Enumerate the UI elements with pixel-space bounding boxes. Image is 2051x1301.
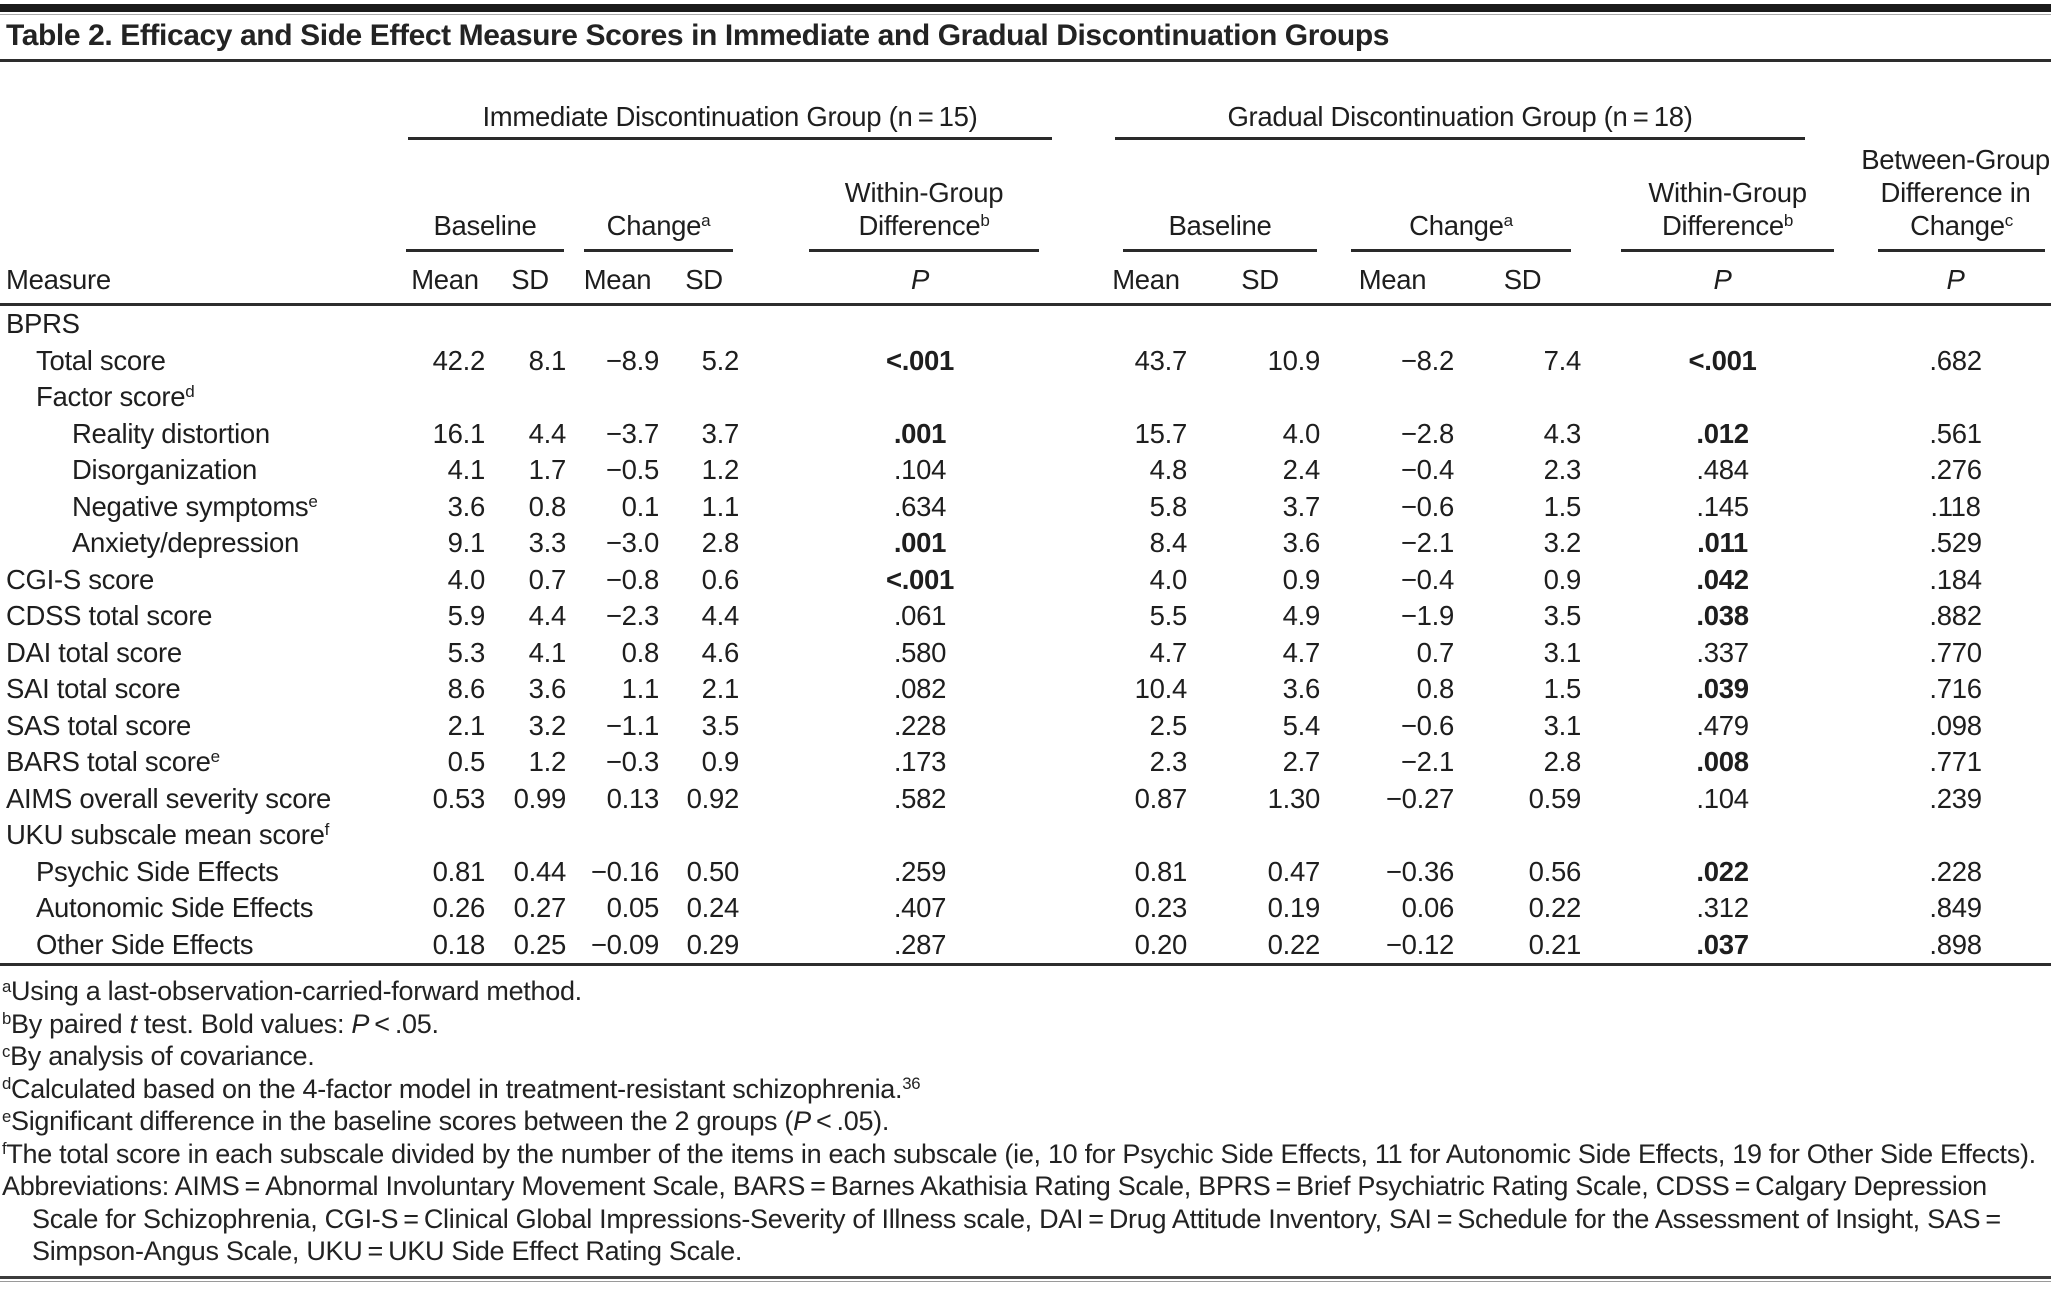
cell-gdg-change-mean	[1325, 379, 1460, 416]
cell-gdg-change-sd	[1460, 305, 1585, 343]
cell-gdg-baseline-mean	[1097, 305, 1195, 343]
cell-gdg-baseline-sd: 4.9	[1282, 600, 1320, 631]
cell-between-p: .771	[1929, 746, 1982, 777]
cell-idg-change-sd	[665, 305, 743, 343]
cell-idg-baseline-sd	[490, 305, 570, 343]
page	[0, 4, 2051, 1301]
cell-idg-change-mean	[570, 379, 665, 416]
cell-gdg-baseline-sd: 3.6	[1282, 527, 1320, 558]
cell-idg-change-mean: 0.8	[621, 636, 659, 668]
cell-gdg-baseline-mean: 15.7	[1134, 417, 1187, 449]
cell-idg-change-mean: −2.3	[605, 600, 659, 631]
cell-between-p: .118	[1930, 490, 1981, 522]
cell-idg-baseline-sd: 8.1	[528, 344, 566, 376]
between-group-header	[1860, 62, 2051, 252]
cell-idg-p: .104	[893, 454, 947, 485]
measure-cell: Anxiety/depression	[72, 527, 299, 558]
gradual-group-header	[1097, 62, 1860, 140]
cell-gdg-baseline-sd: 3.6	[1282, 673, 1320, 704]
cell-idg-p: .001	[893, 527, 947, 558]
idg-within-group-header: Within-Group Difference$^b$	[743, 140, 1097, 252]
cell-idg-p: .259	[893, 855, 947, 887]
measure-cell: Factor score$^d$	[36, 381, 195, 412]
cell-idg-change-mean: −1.1	[605, 709, 659, 741]
cell-gdg-baseline-mean	[1097, 817, 1195, 854]
cell-idg-p: .001	[893, 417, 947, 449]
table-row	[0, 671, 2051, 708]
cell-gdg-change-mean: 0.06	[1401, 892, 1454, 923]
cell-between-p: .184	[1929, 563, 1982, 595]
cell-gdg-baseline-mean: 0.23	[1134, 892, 1187, 923]
cell-gdg-baseline-mean: 8.4	[1149, 527, 1187, 558]
cell-gdg-change-sd: 7.4	[1543, 344, 1581, 376]
cell-gdg-baseline-sd: 0.19	[1267, 892, 1320, 923]
cell-idg-baseline-mean: 0.53	[432, 782, 485, 814]
cell-idg-baseline-sd: 0.7	[528, 563, 566, 595]
cell-between-p: .098	[1929, 709, 1982, 741]
cell-idg-baseline-mean: 0.18	[432, 928, 485, 960]
measure-cell: SAS total score	[6, 709, 192, 741]
table-row	[0, 416, 2051, 453]
cell-idg-baseline-sd: 3.2	[528, 709, 566, 741]
cell-gdg-p	[1585, 305, 1860, 343]
measure-cell: UKU subscale mean score$^f$	[6, 819, 330, 850]
cell-idg-baseline-mean: 42.2	[432, 344, 485, 376]
cell-between-p: .882	[1929, 600, 1982, 631]
cell-gdg-baseline-sd: 4.7	[1282, 636, 1320, 668]
measure-cell: CGI-S score	[6, 563, 154, 595]
cell-gdg-change-mean: −2.1	[1400, 527, 1454, 558]
cell-idg-baseline-sd: 3.3	[528, 527, 566, 558]
cell-idg-change-mean	[570, 305, 665, 343]
cell-idg-change-sd: 1.2	[701, 454, 739, 485]
gdg-baseline-sd-header: SD	[1195, 252, 1325, 305]
cell-gdg-baseline-sd	[1195, 305, 1325, 343]
table-row	[0, 854, 2051, 891]
cell-gdg-change-mean: −1.9	[1400, 600, 1454, 631]
cell-idg-change-sd: 2.1	[701, 673, 739, 704]
cell-gdg-change-mean: −8.2	[1400, 344, 1454, 376]
cell-gdg-p: .337	[1696, 636, 1749, 668]
idg-baseline-mean-header: Mean	[400, 252, 490, 305]
cell-gdg-change-mean	[1325, 305, 1460, 343]
table-row	[0, 562, 2051, 599]
cell-idg-p: .580	[893, 636, 947, 668]
cell-idg-baseline-mean: 16.1	[432, 417, 485, 449]
measure-cell: Other Side Effects	[36, 928, 254, 960]
cell-gdg-change-sd	[1460, 817, 1585, 854]
cell-between-p	[1860, 305, 2051, 343]
cell-idg-change-sd: 0.6	[701, 563, 739, 595]
measure-cell: DAI total score	[6, 636, 182, 668]
footnote: $^c$By analysis of covariance.	[2, 1041, 315, 1071]
measure-cell: AIMS overall severity score	[6, 782, 332, 814]
cell-between-p: .770	[1929, 636, 1982, 668]
cell-idg-baseline-mean	[400, 817, 490, 854]
cell-idg-p: <.001	[885, 563, 955, 595]
cell-between-p: .239	[1929, 782, 1982, 814]
footnote: Abbreviations: AIMS = Abnormal Involuntary Movement Scale, BARS = Barnes Akathisia Rating Scale, BPRS = Brief Psychiatric Rating Scale, CDSS = Calgary Depression Scale for Schizophrenia, CGI-S = Clinical Global Impressions-Severity of Illness scale, DAI = Drug Attitude Inventory, SAI = Schedule for the Assessment of Insight, SAS = Simpson-Angus Scale, UKU = UKU Side Effect Rating Scale.	[2, 1171, 2006, 1266]
cell-gdg-baseline-sd: 3.7	[1282, 490, 1320, 522]
cell-idg-change-sd	[665, 817, 743, 854]
cell-between-p	[1860, 379, 2051, 416]
measure-cell: Psychic Side Effects	[36, 855, 279, 887]
cell-idg-p: .287	[893, 928, 947, 960]
cell-gdg-change-sd: 2.8	[1543, 746, 1581, 777]
footnote: $^b$By paired t test. Bold values: P < .05.	[2, 1008, 439, 1039]
cell-between-p: .716	[1929, 673, 1982, 704]
cell-gdg-change-mean: −2.1	[1400, 746, 1454, 777]
cell-gdg-p: .312	[1696, 892, 1749, 923]
cell-gdg-change-sd: 4.3	[1543, 417, 1581, 449]
cell-idg-change-sd: 0.29	[686, 928, 739, 960]
cell-between-p: .228	[1929, 855, 1982, 887]
table-row	[0, 635, 2051, 672]
cell-idg-change-mean: 0.1	[621, 490, 659, 522]
cell-idg-p: .173	[893, 746, 947, 777]
measure-cell: BARS total score$^e$	[6, 746, 220, 777]
measure-cell: CDSS total score	[6, 600, 213, 631]
cell-idg-p	[743, 305, 1097, 343]
cell-between-p: .849	[1929, 892, 1982, 923]
cell-gdg-baseline-sd: 2.4	[1282, 454, 1320, 485]
cell-gdg-change-mean: 0.8	[1416, 673, 1454, 704]
cell-idg-change-sd	[665, 379, 743, 416]
cell-idg-change-mean: −3.7	[605, 417, 659, 449]
cell-gdg-change-sd: 3.5	[1543, 600, 1581, 631]
cell-idg-change-mean: −3.0	[605, 527, 659, 558]
cell-gdg-change-sd: 0.22	[1528, 892, 1581, 923]
cell-gdg-p: .037	[1696, 928, 1749, 960]
between-group-label: Between-Group Difference in Change$^c$	[1860, 143, 2051, 252]
cell-gdg-baseline-mean: 4.0	[1149, 563, 1187, 595]
cell-between-p: .682	[1929, 344, 1982, 376]
measure-cell: BPRS	[6, 308, 80, 339]
cell-gdg-change-mean: −0.6	[1400, 709, 1454, 741]
cell-idg-baseline-sd	[490, 817, 570, 854]
cell-gdg-baseline-mean: 0.87	[1134, 782, 1187, 814]
cell-gdg-p: <.001	[1688, 344, 1757, 376]
between-p-header: P	[1860, 252, 2051, 305]
table-header	[0, 62, 2051, 305]
cell-gdg-baseline-sd: 2.7	[1282, 746, 1320, 777]
cell-between-p: .529	[1929, 527, 1982, 558]
page-bottom-rule-shadow	[0, 1281, 2051, 1282]
cell-idg-p: .228	[893, 709, 947, 741]
gdg-p-header: P	[1585, 252, 1860, 305]
cell-gdg-p: .008	[1696, 746, 1749, 777]
idg-baseline-sd-header: SD	[490, 252, 570, 305]
gdg-baseline-mean-header: Mean	[1097, 252, 1195, 305]
cell-between-p: .898	[1929, 928, 1982, 960]
cell-gdg-baseline-mean: 5.8	[1149, 490, 1187, 522]
cell-idg-baseline-sd: 0.44	[513, 855, 566, 887]
cell-gdg-p: .022	[1696, 855, 1749, 887]
cell-gdg-change-sd: 3.1	[1543, 636, 1581, 668]
idg-p-header: P	[743, 252, 1097, 305]
cell-idg-p: .082	[893, 673, 947, 704]
cell-gdg-change-sd: 1.5	[1543, 673, 1581, 704]
cell-idg-baseline-sd: 1.7	[528, 454, 566, 485]
idg-baseline-header: Baseline	[400, 140, 570, 252]
cell-idg-baseline-sd: 4.1	[528, 636, 566, 668]
footnote: $^f$The total score in each subscale divided by the number of the items in each subscale (ie, 10 for Psychic Side Effects, 11 for Autonomic Side Effects, 19 for Other Side Effects).	[2, 1138, 2036, 1169]
cell-idg-baseline-mean: 5.3	[447, 636, 485, 668]
cell-idg-change-sd: 3.5	[701, 709, 739, 741]
table-row	[0, 781, 2051, 818]
cell-idg-p: .582	[893, 782, 947, 814]
cell-idg-baseline-mean: 4.1	[447, 454, 485, 485]
cell-gdg-change-sd: 2.3	[1543, 454, 1581, 485]
cell-gdg-p	[1585, 817, 1860, 854]
cell-idg-baseline-mean: 5.9	[447, 600, 485, 631]
cell-gdg-baseline-sd	[1195, 817, 1325, 854]
cell-idg-baseline-mean: 4.0	[447, 563, 485, 595]
measure-label: Measure	[6, 264, 111, 295]
cell-idg-change-sd: 5.2	[701, 344, 739, 376]
cell-idg-change-sd: 0.50	[686, 855, 739, 887]
cell-gdg-change-mean: −0.36	[1385, 855, 1454, 887]
cell-gdg-baseline-sd: 0.9	[1282, 563, 1320, 595]
table-row	[0, 598, 2051, 635]
measure-column-header	[0, 62, 400, 305]
gdg-within-group-header: Within-Group Difference$^b$	[1585, 140, 1860, 252]
idg-change-header: Change$^a$	[570, 140, 743, 252]
cell-gdg-change-sd: 0.9	[1543, 563, 1581, 595]
cell-gdg-change-sd: 0.59	[1528, 782, 1581, 814]
cell-idg-change-sd: 4.4	[701, 600, 739, 631]
cell-gdg-p: .145	[1696, 490, 1749, 522]
cell-gdg-baseline-mean: 4.7	[1149, 636, 1187, 668]
table-title: Table 2. Efficacy and Side Effect Measure Scores in Immediate and Gradual Discontinuation Groups	[0, 15, 2051, 62]
cell-idg-baseline-sd: 4.4	[528, 417, 566, 449]
cell-idg-change-mean: −0.3	[605, 746, 659, 777]
efficacy-table	[0, 62, 2051, 963]
cell-idg-change-sd: 1.1	[701, 490, 739, 522]
cell-gdg-baseline-sd: 1.30	[1267, 782, 1320, 814]
cell-gdg-p: .011	[1697, 527, 1748, 558]
cell-idg-baseline-mean: 2.1	[447, 709, 485, 741]
cell-gdg-baseline-mean: 4.8	[1149, 454, 1187, 485]
cell-gdg-baseline-mean: 2.5	[1149, 709, 1187, 741]
cell-idg-change-sd: 0.92	[686, 782, 739, 814]
cell-gdg-baseline-mean: 5.5	[1149, 600, 1187, 631]
measure-cell: Autonomic Side Effects	[36, 892, 314, 923]
cell-gdg-baseline-sd: 5.4	[1282, 709, 1320, 741]
cell-gdg-change-mean: −0.4	[1400, 563, 1454, 595]
cell-idg-change-mean: 0.05	[606, 892, 659, 923]
table-row	[0, 744, 2051, 781]
cell-gdg-baseline-sd: 4.0	[1282, 417, 1320, 449]
cell-idg-baseline-sd: 0.99	[513, 782, 566, 814]
cell-idg-change-mean: −8.9	[605, 344, 659, 376]
cell-gdg-baseline-sd: 0.22	[1267, 928, 1320, 960]
cell-gdg-change-mean: 0.7	[1416, 636, 1454, 668]
cell-idg-change-sd: 3.7	[701, 417, 739, 449]
page-bottom-rule	[0, 1276, 2051, 1279]
cell-idg-p: .407	[893, 892, 947, 923]
cell-idg-baseline-mean: 8.6	[447, 673, 485, 704]
cell-gdg-change-sd: 3.1	[1543, 709, 1581, 741]
cell-gdg-baseline-sd	[1195, 379, 1325, 416]
table-row	[0, 817, 2051, 854]
cell-idg-baseline-mean: 3.6	[447, 490, 485, 522]
cell-gdg-p	[1585, 379, 1860, 416]
cell-idg-baseline-sd: 4.4	[528, 600, 566, 631]
gdg-change-mean-header: Mean	[1325, 252, 1460, 305]
cell-idg-baseline-mean: 9.1	[447, 527, 485, 558]
cell-gdg-change-sd: 0.56	[1528, 855, 1581, 887]
cell-idg-baseline-mean: 0.5	[447, 746, 485, 777]
cell-idg-baseline-mean: 0.81	[432, 855, 485, 887]
cell-gdg-p: .484	[1696, 454, 1749, 485]
cell-idg-change-mean: 0.13	[606, 782, 659, 814]
measure-cell: Total score	[36, 344, 166, 376]
measure-cell: Reality distortion	[72, 417, 270, 449]
cell-idg-change-mean	[570, 817, 665, 854]
cell-gdg-change-mean: −0.12	[1385, 928, 1454, 960]
cell-idg-change-mean: −0.09	[590, 928, 659, 960]
cell-gdg-baseline-sd: 0.47	[1267, 855, 1320, 887]
measure-cell: SAI total score	[6, 673, 181, 704]
cell-gdg-change-mean: −0.27	[1385, 782, 1454, 814]
cell-idg-baseline-sd: 0.25	[513, 928, 566, 960]
cell-gdg-change-mean: −0.6	[1400, 490, 1454, 522]
gdg-change-header: Change$^a$	[1325, 140, 1585, 252]
cell-idg-baseline-mean: 0.26	[432, 892, 485, 923]
cell-gdg-baseline-mean: 0.81	[1134, 855, 1187, 887]
cell-gdg-p: .012	[1696, 417, 1749, 449]
cell-idg-baseline-sd: 0.27	[513, 892, 566, 923]
cell-idg-p: <.001	[885, 344, 955, 376]
cell-idg-change-mean: −0.5	[605, 454, 659, 485]
table-row	[0, 452, 2051, 489]
idg-change-sd-header: SD	[665, 252, 743, 305]
measure-cell: Negative symptoms$^e$	[72, 490, 318, 522]
cell-idg-baseline-sd: 1.2	[528, 746, 566, 777]
gdg-baseline-header: Baseline	[1097, 140, 1325, 252]
cell-idg-p	[743, 379, 1097, 416]
cell-gdg-p: .104	[1696, 782, 1749, 814]
idg-change-mean-header: Mean	[570, 252, 665, 305]
gradual-group-label: Gradual Discontinuation Group (n = 18)	[1115, 101, 1805, 140]
cell-idg-baseline-sd: 0.8	[528, 490, 566, 522]
cell-idg-change-sd: 4.6	[701, 636, 739, 668]
footnote: $^e$Significant difference in the baseline scores between the 2 groups (P < .05).	[2, 1106, 890, 1136]
footnote: $^a$Using a last-observation-carried-forward method.	[2, 976, 582, 1006]
immediate-group-label: Immediate Discontinuation Group (n = 15)	[408, 101, 1052, 140]
cell-idg-change-sd: 0.24	[686, 892, 739, 923]
cell-gdg-change-sd: 1.5	[1543, 490, 1581, 522]
footnote: $^d$Calculated based on the 4-factor model in treatment-resistant schizophrenia.$^{36}$	[2, 1073, 921, 1104]
cell-between-p: .561	[1929, 417, 1982, 449]
table-row	[0, 525, 2051, 562]
cell-gdg-change-mean	[1325, 817, 1460, 854]
cell-gdg-p: .039	[1696, 673, 1749, 704]
cell-idg-baseline-mean	[400, 379, 490, 416]
cell-gdg-baseline-mean: 2.3	[1149, 746, 1187, 777]
cell-gdg-change-sd: 3.2	[1543, 527, 1581, 558]
cell-gdg-p: .479	[1696, 709, 1749, 741]
cell-idg-p	[743, 817, 1097, 854]
gdg-change-sd-header: SD	[1460, 252, 1585, 305]
cell-gdg-change-mean: −0.4	[1400, 454, 1454, 485]
cell-idg-change-mean: 1.1	[621, 673, 659, 704]
table-row	[0, 927, 2051, 964]
group-header-row	[0, 62, 2051, 140]
top-rule	[0, 4, 2051, 12]
table-row	[0, 305, 2051, 343]
cell-gdg-baseline-sd: 10.9	[1267, 344, 1320, 376]
measure-cell: Disorganization	[72, 454, 258, 485]
table-row	[0, 890, 2051, 927]
cell-idg-change-sd: 2.8	[701, 527, 739, 558]
cell-between-p: .276	[1929, 454, 1982, 485]
cell-gdg-change-sd	[1460, 379, 1585, 416]
cell-gdg-p: .042	[1696, 563, 1749, 595]
cell-idg-change-mean: −0.8	[605, 563, 659, 595]
cell-idg-p: .061	[893, 600, 947, 631]
table-row	[0, 708, 2051, 745]
cell-between-p	[1860, 817, 2051, 854]
cell-idg-baseline-sd	[490, 379, 570, 416]
table-row	[0, 343, 2051, 380]
cell-gdg-change-mean: −2.8	[1400, 417, 1454, 449]
cell-gdg-baseline-mean	[1097, 379, 1195, 416]
cell-idg-p: .634	[893, 490, 947, 522]
cell-idg-baseline-mean	[400, 305, 490, 343]
cell-gdg-p: .038	[1696, 600, 1749, 631]
table-body	[0, 305, 2051, 964]
cell-idg-baseline-sd: 3.6	[528, 673, 566, 704]
cell-gdg-baseline-mean: 0.20	[1134, 928, 1187, 960]
cell-idg-change-sd: 0.9	[701, 746, 739, 777]
immediate-group-header	[400, 62, 1097, 140]
cell-idg-change-mean: −0.16	[590, 855, 659, 887]
footnotes	[0, 966, 2051, 1274]
cell-gdg-change-sd: 0.21	[1528, 928, 1581, 960]
table-row	[0, 489, 2051, 526]
table-row	[0, 379, 2051, 416]
cell-gdg-baseline-mean: 43.7	[1134, 344, 1187, 376]
cell-gdg-baseline-mean: 10.4	[1134, 673, 1187, 704]
